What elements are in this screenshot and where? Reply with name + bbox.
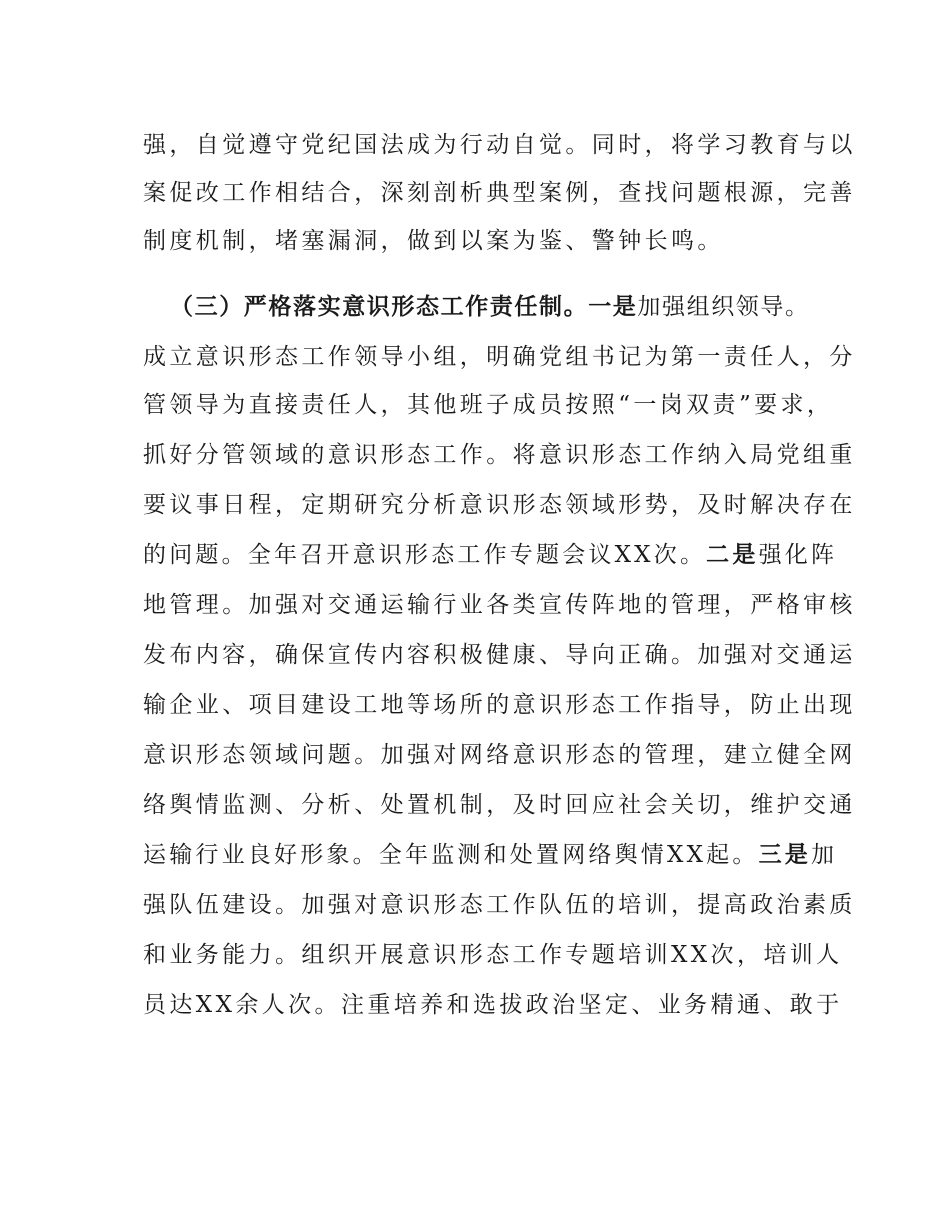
point-marker: 三是 [758, 841, 811, 868]
section-heading-line [170, 292, 810, 322]
text-line: 抓好分管领域的意识形态工作。将意识形态工作纳入局党组重 [143, 442, 856, 468]
section-heading: （三）严格落实意识形态工作责任制。 [170, 293, 589, 320]
text-line: 强，自觉遵守党纪国法成为行动自觉。同时，将学习教育与以 [143, 132, 856, 158]
text-line: 地管理。加强对交通运输行业各类宣传阵地的管理，严格审核 [143, 592, 856, 618]
text-line: 发布内容，确保宣传内容积极健康、导向正确。加强对交通运 [143, 642, 856, 668]
text-line: 强队伍建设。加强对意识形态工作队伍的培训，提高政治素质 [143, 892, 856, 918]
text-line: 络舆情监测、分析、处置机制，及时回应社会关切，维护交通 [143, 792, 856, 818]
text-line: 制度机制，堵塞漏洞，做到以案为鉴、警钟长鸣。 [143, 228, 724, 254]
text-line: 输企业、项目建设工地等场所的意识形态工作指导，防止出现 [143, 692, 856, 718]
text-line [143, 540, 837, 570]
text-run: 强化阵 [758, 542, 838, 568]
text-line: 成立意识形态工作领导小组，明确党组书记为第一责任人，分 [143, 344, 856, 370]
text-run: 加强组织领导。 [637, 294, 810, 320]
point-marker: 一是 [588, 293, 638, 320]
point-marker: 二是 [706, 541, 759, 568]
text-line: 要议事日程，定期研究分析意识形态领域形势，及时解决存在 [143, 492, 856, 518]
text-run: 运输行业良好形象。全年监测和处置网络舆情XX起。 [143, 842, 759, 868]
text-run: 的问题。全年召开意识形态工作专题会议XX次。 [143, 542, 707, 568]
text-line: 和业务能力。组织开展意识形态工作专题培训XX次，培训人 [143, 942, 843, 968]
text-line: 案促改工作相结合，深刻剖析典型案例，查找问题根源，完善 [143, 180, 856, 206]
text-line: 意识形态领域问题。加强对网络意识形态的管理，建立健全网 [143, 742, 856, 768]
text-line [143, 840, 837, 870]
text-line: 管领导为直接责任人，其他班子成员按照“一岗双责”要求， [143, 392, 834, 418]
text-run: 加 [810, 842, 838, 868]
text-line: 员达XX余人次。注重培养和选拔政治坚定、业务精通、敢于 [143, 992, 843, 1018]
